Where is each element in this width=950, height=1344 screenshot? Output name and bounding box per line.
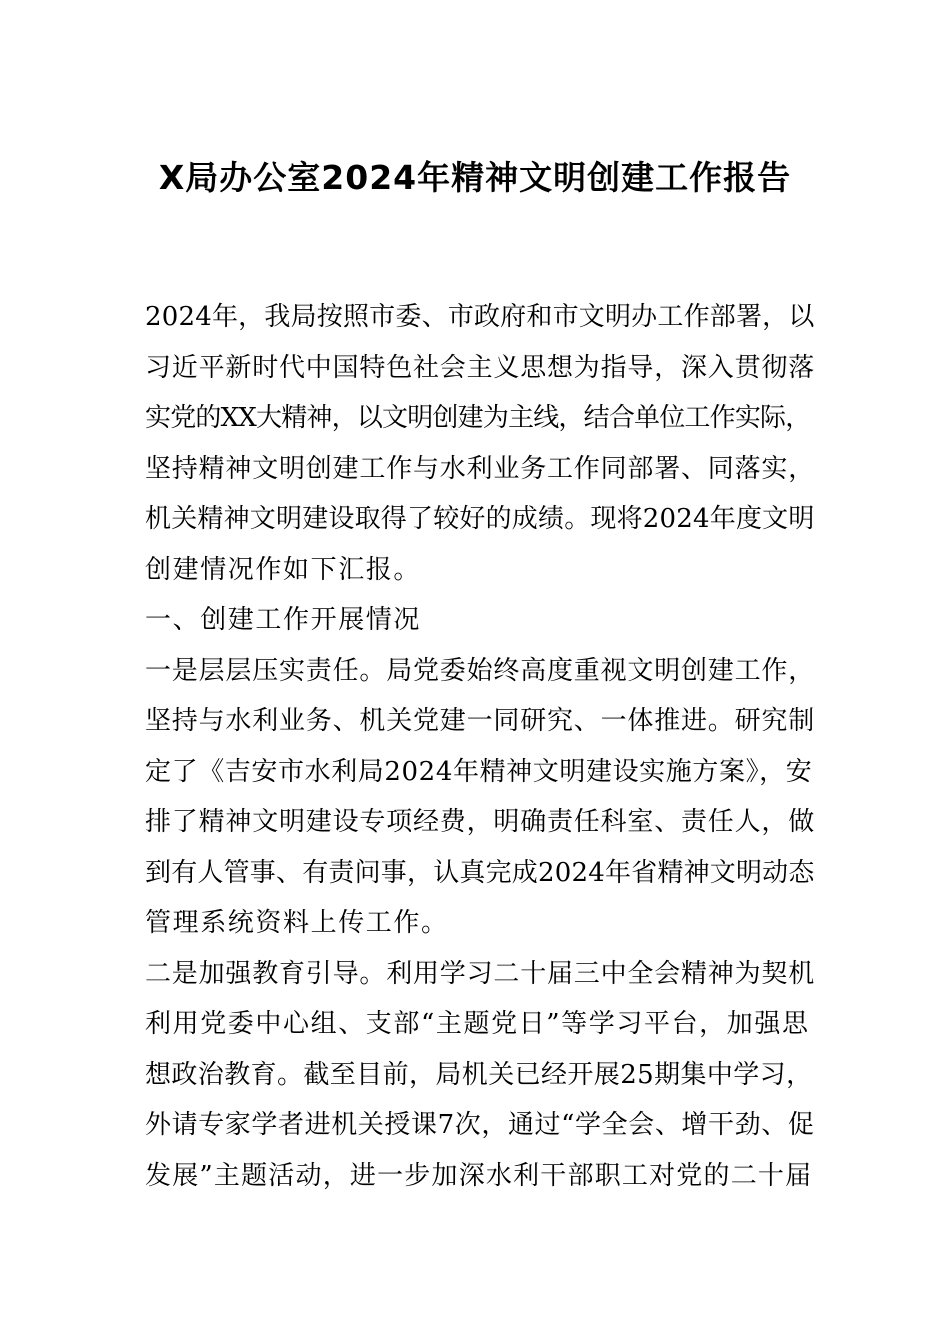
text-line: 管理系统资料上传工作。 (145, 908, 449, 938)
document-title: X局办公室2024年精神文明创建工作报告 (158, 158, 792, 197)
text-line: 坚持精神文明创建工作与水利业务工作同部署、同落实， (145, 453, 816, 484)
text-line: 利用党委中心组、支部“主题党日”等学习平台，加强思 (145, 1009, 810, 1039)
text-line: 发展”主题活动，进一步加深水利干部职工对党的二十届 (145, 1160, 813, 1191)
text-line: 定了《吉安市水利局2024年精神文明建设实施方案》，安 (145, 756, 813, 787)
text-line: 外请专家学者进机关授课7次，通过“学全会、增干劲、促 (145, 1110, 815, 1140)
text-line: 一是层层压实责任。局党委始终高度重视文明创建工作， (145, 655, 816, 686)
text-line: 机关精神文明建设取得了较好的成绩。现将2024年度文明 (145, 504, 815, 534)
text-line: 实党的XX大精神，以文明创建为主线，结合单位工作实际， (145, 403, 811, 433)
text-line: 到有人管事、有责问事，认真完成2024年省精神文明动态 (145, 857, 815, 888)
section-heading: 一、创建工作开展情况 (145, 605, 422, 635)
document-body (145, 292, 815, 1201)
text-line: 排了精神文明建设专项经费，明确责任科室、责任人，做 (145, 807, 816, 837)
text-line: 坚持与水利业务、机关党建一同研究、一体推进。研究制 (145, 706, 816, 736)
text-line: 创建情况作如下汇报。 (145, 554, 422, 585)
text-line: 2024年，我局按照市委、市政府和市文明办工作部署，以 (145, 302, 815, 332)
text-line: 习近平新时代中国特色社会主义思想为指导，深入贯彻落 (145, 352, 816, 383)
text-line: 二是加强教育引导。利用学习二十届三中全会精神为契机 (145, 958, 816, 989)
text-line: 想政治教育。截至目前，局机关已经开展25期集中学习， (145, 1059, 813, 1090)
